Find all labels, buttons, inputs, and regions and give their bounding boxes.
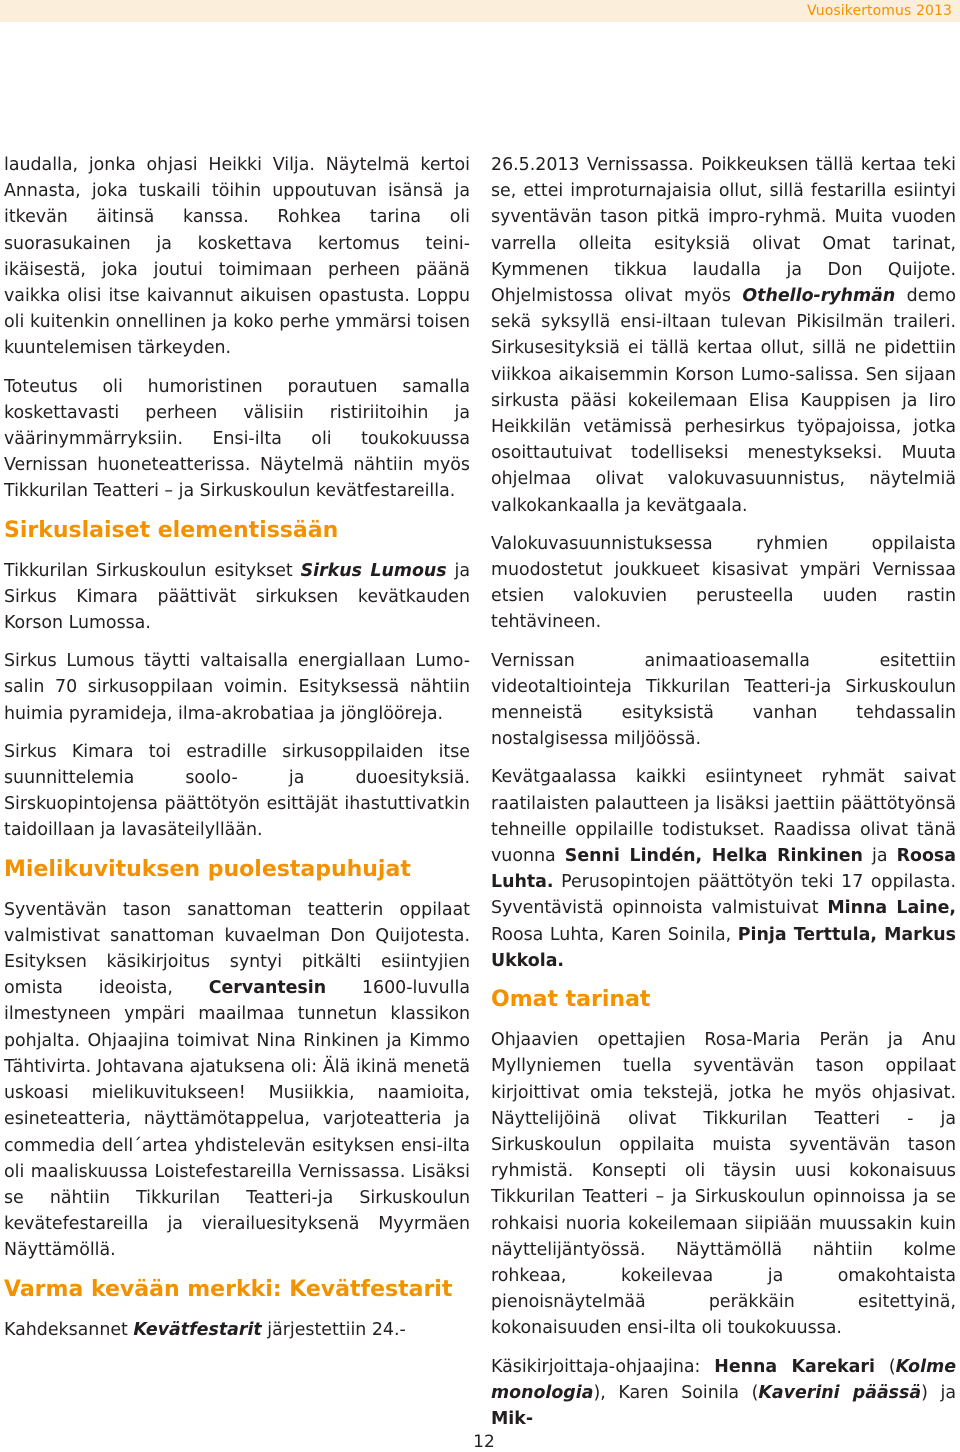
emphasis-title: Sirkus Lumous <box>300 560 447 581</box>
paragraph: Vernissan animaatioasemalla esitettiin videotaltiointeja Tikkurilan Teatteri-ja Sirkuskoulun menneistä esityksistä vanhan tehdassalin nostalgisessa miljöössä. <box>491 650 956 750</box>
paragraph: Valokuvasuunnistuksessa ryhmien oppilaista muodostetut joukkueet kisasivat ympäri Vernissaa etsien valokuvien perusteella uuden rastin tehtävineen. <box>491 533 956 633</box>
emphasis-name: Senni Lindén, Helka Rinkinen <box>564 846 863 867</box>
text-run: 26.5.2013 Vernissassa. Poikkeuksen tällä kertaa teki se, ettei improturnajaisia ollut, sillä festarilla esiintyi syventävän tason pitkä impro-ryhmä. Muita vuoden varrella olleita esityksiä olivat Omat tarinat, Kymmenen tikkua laudalla ja Don Quijote. Ohjelmistossa olivat myös <box>491 155 956 307</box>
emphasis-title: Othello-ryhmän <box>742 286 896 307</box>
paragraph: Ohjaavien opettajien Rosa-Maria Perän ja Anu Myllyniemen tuella syventävän tason oppilaat kirjoittivat omia tekstejä, jotka he myös ohjasivat. Näyttelijöinä olivat Tikkurilan Teatteri - ja Sirkuskoulun oppilaita muista syventävän tason ryhmistä. Konsepti oli täysin uusi kokonaisuus Tikkurilan Teatteri – ja Sirkuskoulun opinnoissa ja se rohkaisi nuoria kokeilemaan siipiään muussakin kuin näyttelijäntyössä. Näyttämöllä nähtiin kolme rohkeaa, kokeilevaa ja omakohtaista pienoisnäytelmää peräkkäin esitettyinä, kokonaisuuden ensi-ilta oli toukokuussa. <box>491 1030 956 1339</box>
text-run: demo sekä syksyllä ensi-iltaan tulevan Pikisilmän traileri. Sirkusesityksiä ei tällä kertaa ollut, sillä ne pidettiin viikkoa aikaisemmin Korson Lumo-salissa. Sen sijaan sirkusta pääsi kokeilemaan Elisa Kauppisen ja Iiro Heikkilän vetämissä perhesirkus työpajoissa, jotka osoittautuivat todelliseksi menestykseksi. Muuta ohjelmaa olivat valokuvasuunnistus, näytelmiä valkokankaalla ja kevätgaala. <box>491 286 956 516</box>
text-run: Roosa Luhta, Karen Soinila, <box>491 924 738 945</box>
emphasis-name: Cervantesin <box>208 978 327 999</box>
emphasis-name: Henna Karekari <box>714 1356 875 1377</box>
paragraph <box>4 1317 470 1343</box>
paragraph <box>4 558 470 637</box>
emphasis-title: Kolme monologia <box>491 1356 956 1403</box>
paragraph: Sirkus Kimara toi estradille sirkusoppilaiden itse suunnittelemia soolo- ja duoesityksiä. Sirskuopintojensa päättötyön esittäjät ihastuttivatkin taidoillaan ja lavasäteilyllään. <box>4 741 470 841</box>
paragraph <box>491 764 956 974</box>
text-run: ja Sirkus Kimara päättivät sirkuksen kevätkauden Korson Lumossa. <box>4 560 470 634</box>
paragraph: Toteutus oli humoristinen porautuen samalla koskettavasti perheen välisiin ristiriitoihin ja väärinymmärryksiin. Ensi-ilta oli toukokuussa Vernissan huoneteatterissa. Näytelmä nähtiin myös Tikkurilan Teatteri – ja Sirkuskoulun kevätfestareilla. <box>4 376 470 502</box>
emphasis-title: Kaverini päässä <box>758 1382 922 1403</box>
text-run: Kevätgaalassa kaikki esiintyneet ryhmät saivat raatilaisten palautteen ja lisäksi jaettiin päättötyönsä tehneille oppilaille todistukset. Raadissa olivat tänä vuonna <box>491 767 956 867</box>
text-run: ja <box>862 846 897 867</box>
text-run: 1600-luvulla ilmestyneen ympäri maailmaa tunnetun klassikon pohjalta. Ohjaajina toimivat Nina Rinkinen ja Kimmo Tähtivirta. Johtavana ajatuksena oli: Älä ikinä menetä uskoasi mielikuvitukseen! Musiikkia, naamioita, esineteatteria, näyttämötappelua, varjoteatteria ja commedia dell´artea yhdistelevän esityksen ensi-ilta oli maaliskuussa Loistefestareilla Vernissassa. Lisäksi se nähtiin Tikkurilan Teatteri-ja Sirkuskoulun kevätefestareilla ja vierailuesityksenä Myyrmäen Näyttämöllä. <box>4 978 470 1261</box>
text-run: ) ja <box>921 1382 956 1403</box>
running-title: Vuosikertomus 2013 <box>807 3 952 19</box>
text-run: ), Karen Soinila ( <box>593 1382 759 1403</box>
text-run: ( <box>874 1356 896 1377</box>
paragraph <box>4 897 470 1264</box>
text-run: Syventävän tason sanattoman teatterin oppilaat valmistivat sanattoman kuvaelman Don Quijotesta. Esityksen käsikirjoitus syntyi pitkälti esiintyjien omista ideoista, <box>4 899 470 999</box>
page-number: 12 <box>473 1432 495 1452</box>
paragraph: Sirkus Lumous täytti valtaisalla energiallaan Lumo-salin 70 sirkusoppilaan voimin. Esityksessä nähtiin huimia pyramideja, ilma-akrobatiaa ja jönglööreja. <box>4 651 470 724</box>
text-run: Käsikirjoittaja-ohjaajina: <box>491 1356 715 1377</box>
text-run: Perusopintojen päättötyön teki 17 oppilasta. Syventävistä opinnoista valmistuivat <box>491 872 956 919</box>
emphasis-name: Mik- <box>491 1408 534 1429</box>
right-column <box>491 152 956 1444</box>
text-run: Tikkurilan Sirkuskoulun esitykset <box>4 560 301 581</box>
text-run: Kahdeksannet <box>4 1319 134 1340</box>
emphasis-name: Minna Laine, <box>827 898 956 919</box>
section-heading-mielikuvitus: Mielikuvituksen puolestapuhujat <box>4 856 411 882</box>
section-heading-sirkuslaiset: Sirkuslaiset elementissään <box>4 517 339 543</box>
emphasis-name: Roosa Luhta. <box>491 846 957 893</box>
emphasis-name: Pinja Terttula, Markus Ukkola. <box>491 924 956 971</box>
section-heading-omat-tarinat: Omat tarinat <box>491 987 651 1013</box>
section-heading-kevatfestarit: Varma kevään merkki: Kevätfestarit <box>4 1276 453 1302</box>
paragraph: laudalla, jonka ohjasi Heikki Vilja. Näytelmä kertoi Annasta, joka tuskaili töihin uppoutuvan isänsä ja itkevän äitinsä kanssa. Rohkea tarina oli suorasukainen ja koskettava kertomus teini-ikäisestä, joka joutui toimimaan perheen päänä vaikka olisi itse kaivannut aikuisen opastusta. Loppu oli kuitenkin onnellinen ja koko perhe ymmärsi toisen kuuntelemisen tärkeyden. <box>4 155 470 359</box>
text-run: järjestettiin 24.- <box>261 1319 406 1340</box>
paragraph <box>491 1354 956 1433</box>
paragraph <box>491 152 956 519</box>
left-column <box>4 152 470 1355</box>
emphasis-title: Kevätfestarit <box>133 1319 262 1340</box>
